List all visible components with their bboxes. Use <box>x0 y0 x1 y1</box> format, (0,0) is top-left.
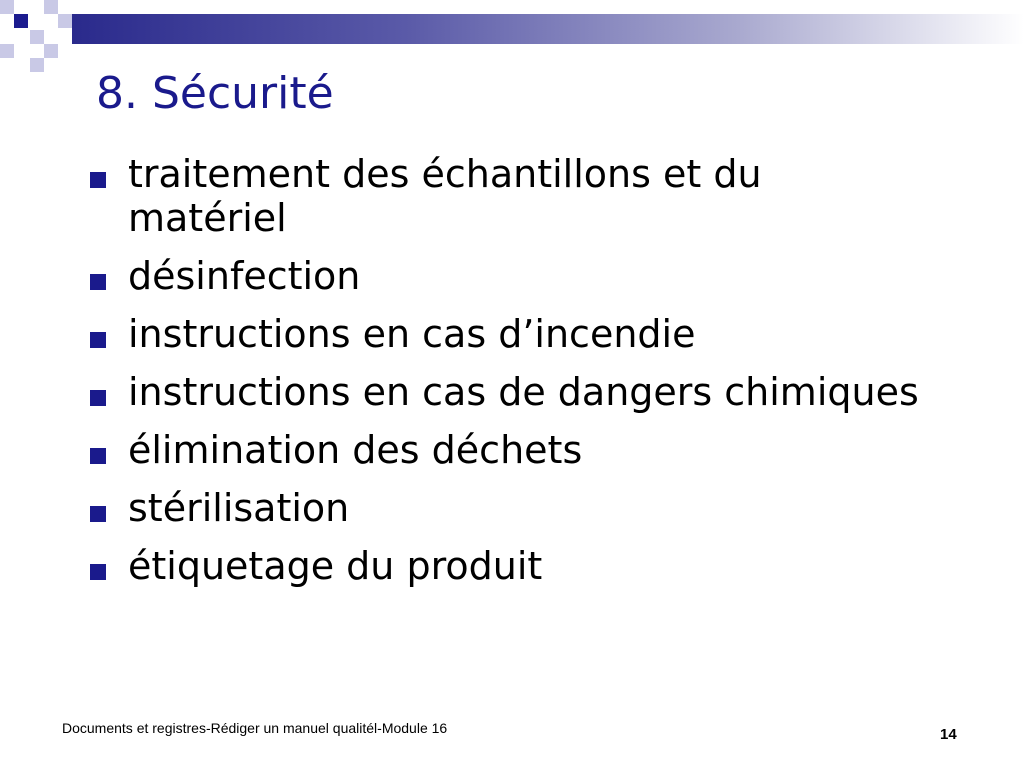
square-bullet-icon <box>90 390 106 406</box>
bullet-item <box>90 254 930 298</box>
bullet-text: désinfection <box>128 254 361 298</box>
decor-square <box>44 44 58 58</box>
square-bullet-icon <box>90 332 106 348</box>
square-bullet-icon <box>90 448 106 464</box>
bullet-list <box>90 152 930 602</box>
page-number: 14 <box>940 726 957 743</box>
decor-square <box>0 44 14 58</box>
bullet-text: élimination des déchets <box>128 428 583 472</box>
decor-square <box>30 58 44 72</box>
bullet-item <box>90 428 930 472</box>
bullet-text: traitement des échantillons et du matériel <box>128 152 762 240</box>
decor-square <box>14 14 28 28</box>
bullet-item <box>90 486 930 530</box>
decor-square <box>30 30 44 44</box>
decor-square <box>0 0 14 14</box>
bullet-item <box>90 544 930 588</box>
footer-text: Documents et registres-Rédiger un manuel qualitél-Module 16 <box>62 720 448 736</box>
bullet-text: stérilisation <box>128 486 350 530</box>
decor-square <box>44 0 58 14</box>
bullet-item <box>90 312 930 356</box>
bullet-text: étiquetage du produit <box>128 544 543 588</box>
header-gradient-bar <box>72 14 1024 44</box>
bullet-text: instructions en cas de dangers chimiques <box>128 370 919 414</box>
square-bullet-icon <box>90 172 106 188</box>
square-bullet-icon <box>90 506 106 522</box>
square-bullet-icon <box>90 274 106 290</box>
slide-title: 8. Sécurité <box>96 68 334 119</box>
bullet-item <box>90 370 930 414</box>
bullet-text: instructions en cas d’incendie <box>128 312 696 356</box>
bullet-item <box>90 152 930 240</box>
square-bullet-icon <box>90 564 106 580</box>
decor-square <box>58 14 72 28</box>
